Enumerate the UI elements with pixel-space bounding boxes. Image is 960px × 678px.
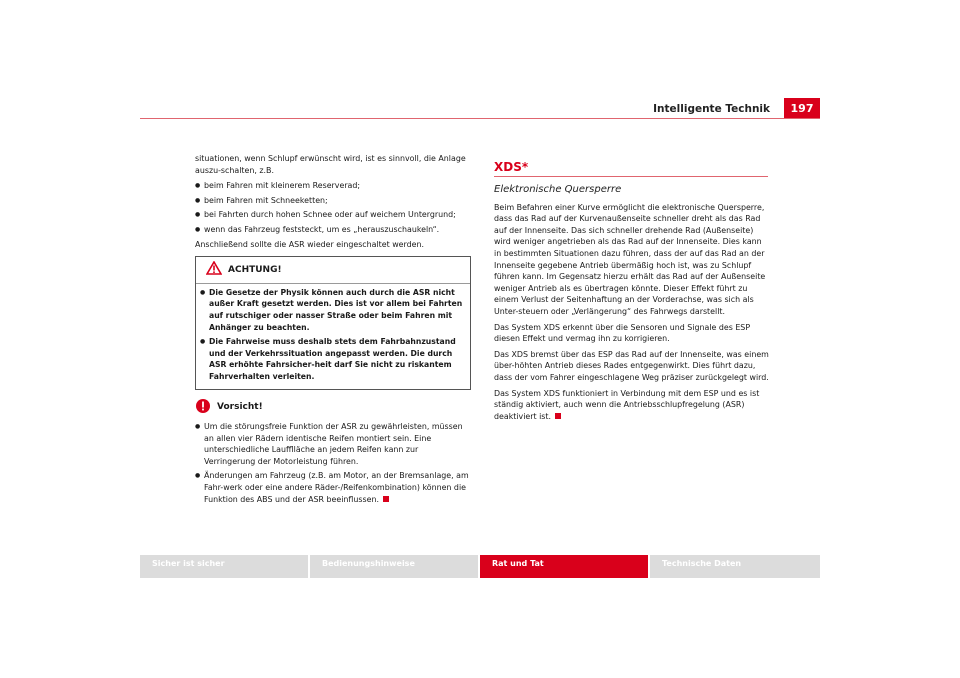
bullet-item: ● bei Fahrten durch hohen Schnee oder auf weichem Untergrund;	[195, 209, 472, 221]
caution-item: ● Um die störungsfreie Funktion der ASR zu gewährleisten, müssen an allen vier Rädern identische Reifen montiert sein. Eine unterschiedliche Laufflläche an jedem Reifen kann zur Verringerung der Motorleistung führen.	[195, 421, 472, 467]
footer-tab-technische-daten[interactable]: Technische Daten	[650, 555, 820, 578]
body-paragraph: Das XDS bremst über das ESP das Rad auf der Innenseite, was einem über-höhten Antrieb dieses Rades entgegenwirkt. Dies führt dazu, dass der vom Fahrer eingeschlagene Weg präziser zurückgelegt wird.	[494, 349, 769, 382]
header-title: Intelligente Technik	[653, 103, 770, 115]
section-subtitle: Elektronische Quersperre	[494, 184, 622, 195]
bullet-item: ● beim Fahren mit kleinerem Reserverad;	[195, 180, 472, 192]
warning-item: ● Die Fahrweise muss deshalb stets dem Fahrbahnzustand und der Verkehrssituation angepasst werden. Die durch ASR erhöhte Fahrsicher-heit darf Sie nicht zu riskantem Fahrverhalten verleiten.	[200, 336, 466, 382]
section-end-icon	[383, 496, 389, 502]
section-end-icon	[555, 413, 561, 419]
warning-triangle-icon	[206, 261, 222, 280]
body-paragraph-text: Das System XDS funktioniert in Verbindung mit dem ESP und es ist ständig aktiviert, auch wenn die Antriebsschlupfregelung (ASR) deaktiviert ist.	[494, 388, 760, 421]
body-paragraph	[494, 388, 769, 423]
caution-item	[195, 470, 472, 505]
body-paragraph: Das System XDS erkennt über die Sensoren und Signale des ESP diesen Effekt und vermag ihn zu korrigieren.	[494, 322, 751, 344]
footer-tab-sicher-ist-sicher[interactable]: Sicher ist sicher	[140, 555, 308, 578]
bullet-item: ● beim Fahren mit Schneeketten;	[195, 195, 472, 207]
right-column	[494, 160, 769, 426]
warning-header	[196, 257, 470, 284]
page-number: 197	[784, 98, 820, 118]
bullet-item: ● wenn das Fahrzeug feststeckt, um es „herauszuschaukeln“.	[195, 224, 472, 236]
caution-exclamation-icon	[195, 398, 211, 419]
body-paragraph: Beim Befahren einer Kurve ermöglicht die elektronische Quersperre, dass das Rad auf der Kurvenaußenseite schneller dreht als das Rad auf der Innenseite. Das sich schneller drehende Rad (Außenseite) wird weniger angetrieben als das Rad auf der Innenseite. Dies kann in bestimmten Situationen dazu führen, dass der auf das Rad an der Innenseite gegebene Antrieb übermäßig hoch ist, was zu Schlupf führen kann. Im Gegensatz hierzu erhält das Rad auf der Außenseite weniger Antrieb als es übertragen könnte. Dieser Effekt führt zu einem Verlust der Seitenhaftung an der Vorderachse, was sich als Unter-steuern oder „Verlängerung“ des Fahrwegs darstellt.	[494, 202, 766, 316]
header-divider	[140, 118, 820, 119]
warning-title: ACHTUNG!	[228, 264, 282, 275]
footer-tab-rat-und-tat[interactable]: Rat und Tat	[480, 555, 648, 578]
intro-paragraph: situationen, wenn Schlupf erwünscht wird, ist es sinnvoll, die Anlage auszu-schalten, z.B.	[195, 154, 466, 175]
outro-paragraph: Anschließend sollte die ASR wieder eingeschaltet werden.	[195, 239, 425, 249]
left-column	[195, 153, 472, 508]
warning-body	[196, 284, 470, 383]
section-title: XDS*	[494, 160, 768, 177]
warning-item: ● Die Gesetze der Physik können auch durch die ASR nicht außer Kraft gesetzt werden. Dies ist vor allem bei Fahrten auf rutschiger oder nasser Straße oder beim Fahren mit Anhänger zu beachten.	[200, 287, 466, 333]
warning-box	[195, 256, 471, 389]
caution-item-text: Änderungen am Fahrzeug (z.B. am Motor, an der Bremsanlage, am Fahr-werk oder eine andere Räder-/Reifenkombination) können die Funktion des ABS und der ASR beeinflussen.	[204, 471, 469, 504]
caution-header	[195, 398, 472, 419]
footer-tab-bedienungshinweise[interactable]: Bedienungshinweise	[310, 555, 478, 578]
caution-title: Vorsicht!	[217, 402, 263, 412]
